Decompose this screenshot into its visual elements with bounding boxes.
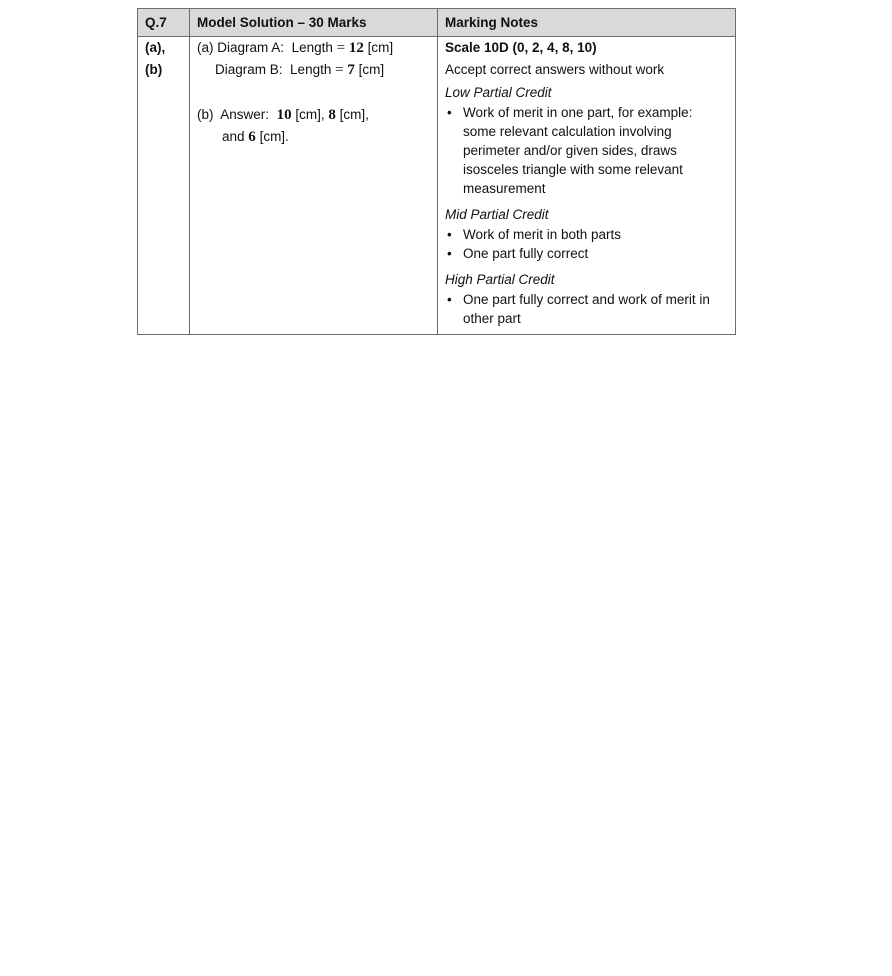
solution-header: Model Solution – 30 Marks	[190, 9, 438, 37]
solution-cell	[190, 37, 438, 335]
mid-credit-list	[445, 225, 728, 263]
solution-answer-b-cont: and 6 [cm].	[222, 129, 289, 145]
bullet-icon: •	[447, 292, 452, 307]
bullet-icon: •	[447, 105, 452, 120]
accept-note: Accept correct answers without work	[445, 62, 665, 77]
list-item: • One part fully correct	[447, 246, 589, 261]
solution-diagram-a: (a) Diagram A: Length = 12 [cm]	[197, 40, 394, 56]
notes-header: Marking Notes	[438, 9, 736, 37]
part-a-label: (a),	[145, 40, 166, 55]
part-b-label: (b)	[145, 62, 163, 77]
solution-diagram-b: Diagram B: Length = 7 [cm]	[215, 62, 385, 78]
notes-cell	[438, 37, 736, 335]
scale-label: Scale 10D (0, 2, 4, 8, 10)	[445, 40, 597, 55]
marking-scheme-table	[137, 8, 736, 335]
high-credit-list	[445, 290, 728, 328]
low-credit-heading: Low Partial Credit	[445, 85, 552, 100]
bullet-icon: •	[447, 246, 452, 261]
solution-answer-b: (b) Answer: 10 [cm], 8 [cm],	[197, 107, 369, 123]
header-row	[138, 9, 736, 37]
list-item: • Work of merit in one part, for example: some relevant calculation involving perimeter and/or given sides, draws isosceles triangle with some relevant measurement	[447, 105, 693, 196]
bullet-icon: •	[447, 227, 452, 242]
parts-cell	[138, 37, 190, 335]
question-header: Q.7	[138, 9, 190, 37]
high-credit-heading: High Partial Credit	[445, 272, 555, 287]
list-item: • Work of merit in both parts	[447, 227, 622, 242]
low-credit-list	[445, 103, 728, 198]
body-row	[138, 37, 736, 335]
mid-credit-heading: Mid Partial Credit	[445, 207, 549, 222]
list-item: • One part fully correct and work of merit in other part	[447, 292, 710, 326]
